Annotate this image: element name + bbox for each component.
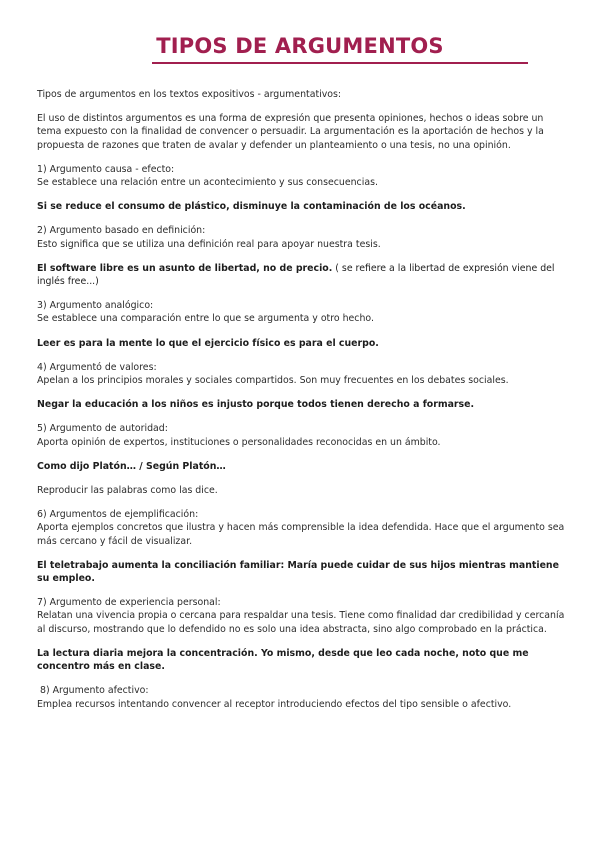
- section-2: [37, 224, 565, 250]
- section-description: Aporta opinión de expertos, instituciones o personalidades reconocidas en un ámbito.: [37, 436, 441, 448]
- title-underline: [152, 62, 528, 64]
- section-description: Se establece una relación entre un acontecimiento y sus consecuencias.: [37, 177, 378, 189]
- section-example: Si se reduce el consumo de plástico, disminuye la contaminación de los océanos.: [37, 201, 466, 213]
- section-example: El teletrabajo aumenta la conciliación familiar: María puede cuidar de sus hijos mientras mantiene su empleo.: [37, 559, 559, 585]
- example-note: ( se refiere a la libertad de expresión viene del inglés free...): [37, 262, 555, 288]
- section-3: [37, 299, 565, 325]
- section-example: Leer es para la mente lo que el ejercicio físico es para el cuerpo.: [37, 337, 379, 349]
- section-8: [37, 684, 565, 710]
- section-heading: 1) Argumento causa - efecto:: [37, 163, 175, 175]
- section-heading: 2) Argumento basado en definición:: [37, 225, 206, 237]
- section-description: Relatan una vivencia propia o cercana para respaldar una tesis. Tiene como finalidad dar credibilidad y cercanía al discurso, mostrando que lo defendido no es solo una idea abstracta, sino algo comprobado en la práctica.: [37, 610, 565, 635]
- section-example-with-note: [37, 262, 565, 288]
- section-heading: 6) Argumentos de ejemplificación:: [37, 509, 199, 521]
- section-description: Aporta ejemplos concretos que ilustra y hacen más comprensible la idea defendida. Hace que el argumento sea más cercano y fácil de visualizar.: [37, 522, 565, 547]
- definition-paragraph: El uso de distintos argumentos es una forma de expresión que presenta opiniones, hechos o ideas sobre un tema expuesto con la finalidad de convencer o persuadir. La argumentación es la aportación de hechos y la propuesta de razones que traten de avalar y defender un planteamiento o una tesis, no una opinión.: [37, 113, 544, 151]
- section-1: [37, 163, 565, 189]
- section-description: Se establece una comparación entre lo que se argumenta y otro hecho.: [37, 313, 374, 325]
- section-heading: 5) Argumento de autoridad:: [37, 423, 168, 435]
- section-description: Emplea recursos intentando convencer al receptor introduciendo efectos del tipo sensible o afectivo.: [37, 698, 512, 710]
- section-extra: Reproducir las palabras como las dice.: [37, 485, 218, 497]
- section-example: El software libre es un asunto de libertad, no de precio.: [37, 262, 333, 274]
- page-title: TIPOS DE ARGUMENTOS: [156, 34, 444, 58]
- section-example: La lectura diaria mejora la concentración. Yo mismo, desde que leo cada noche, noto que me concentro más en clase.: [37, 647, 529, 673]
- section-6: [37, 508, 565, 548]
- section-heading: 7) Argumento de experiencia personal:: [37, 597, 221, 609]
- section-7: [37, 596, 565, 636]
- section-5: [37, 422, 565, 448]
- section-heading: 4) Argumentó de valores:: [37, 361, 157, 373]
- intro-paragraph: Tipos de argumentos en los textos expositivos - argumentativos:: [37, 89, 342, 100]
- section-heading: 8) Argumento afectivo:: [40, 685, 149, 697]
- section-4: [37, 361, 565, 387]
- section-description: Esto significa que se utiliza una definición real para apoyar nuestra tesis.: [37, 238, 381, 250]
- section-heading: 3) Argumento analógico:: [37, 300, 154, 312]
- document-body: [37, 88, 565, 722]
- section-example: Como dijo Platón… / Según Platón…: [37, 460, 226, 472]
- section-description: Apelan a los principios morales y sociales compartidos. Son muy frecuentes en los debates sociales.: [37, 375, 509, 387]
- section-example: Negar la educación a los niños es injusto porque todos tienen derecho a formarse.: [37, 399, 475, 411]
